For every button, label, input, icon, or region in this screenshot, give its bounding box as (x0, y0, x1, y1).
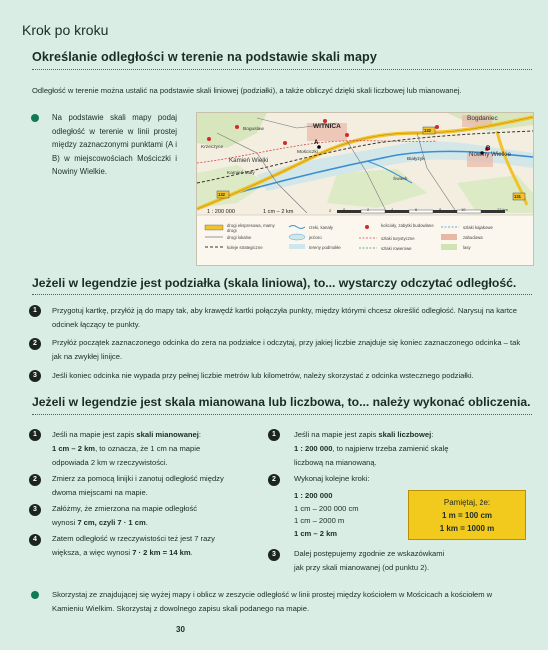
legend-label: koleje strategiczne (227, 245, 263, 250)
scale-numeric: 1 : 200 000 (207, 209, 235, 215)
step-text-part: odpowiada 2 km w rzeczywistości. (52, 458, 168, 467)
step-number: 2 (29, 474, 41, 486)
bullet-icon (31, 591, 39, 599)
scale-tick: 0 (343, 207, 346, 212)
step-number: 3 (29, 504, 41, 516)
step-text-bold: 1 cm – 2 km (52, 444, 96, 453)
step-number: 2 (268, 474, 280, 486)
legend-label: tereny podmokłe (309, 245, 341, 250)
step-text: Jeśli koniec odcinka nie wypada przy pełnej liczbie metrów lub kilometrów, należy skorzystać z odcinka wstecznego podziałki. (52, 371, 474, 380)
step-text-part: liczbową na mianowaną. (294, 458, 377, 467)
step-text-part: : (431, 430, 434, 439)
legend-label: drogi lokalne (227, 235, 252, 240)
legend-label: lasy (463, 245, 471, 250)
step-text-part: Zatem odległość w rzeczywistości też jest 7 razy (52, 534, 215, 543)
legend-label: szlaki turystyczne (381, 236, 415, 241)
step-text-part: Jeśli na mapie jest zapis (294, 430, 379, 439)
section-title-3: Jeżeli w legendzie jest skala mianowana lub liczbowa, to... należy wykonać obliczenia. (32, 395, 531, 409)
map-label-place: Świerk (393, 177, 408, 182)
map-label-place: Boguslaw (243, 127, 264, 132)
map-point-a: A (314, 140, 319, 146)
road-number: 131 (514, 193, 521, 199)
map-label-place: Nowiny Wielkie (469, 151, 511, 158)
scale-tick: 12 km (497, 207, 508, 212)
step-text-part: , to oznacza, że 1 cm na mapie (95, 444, 201, 453)
reminder-note (408, 490, 526, 540)
step-text-right-2 (294, 472, 404, 486)
legend-label: zabudowa (463, 235, 483, 240)
section-title-2: Jeżeli w legendzie jest podziałka (skala liniowa), to... wystarczy odczytać odległość. (32, 276, 517, 290)
step-text: Przyłóż początek zaznaczonego odcinka do zera na podziałce i odczytaj, przy jakiej liczbie znajduje się koniec zaznaczonego odcinka – tak jak na zwykłej linijce. (52, 338, 521, 361)
step-text-part: Wykonaj kolejne kroki: (294, 474, 370, 483)
step-number: 4 (29, 534, 41, 546)
step-text-bold: skali mianowanej (136, 430, 199, 439)
task-text: Na podstawie skali mapy podaj odległość w terenie w linii prostej między zaznaczonymi punktami (A i B) w miejscowościach Mościczki i Nowiny Wielkie. (52, 113, 177, 176)
map-label-place: Białyzyk (407, 157, 425, 162)
page-number: 30 (176, 625, 185, 634)
bullet-icon (31, 114, 39, 122)
scale-named: 1 cm – 2 km (263, 209, 294, 215)
legend-label: szlaki rowerowe (381, 246, 412, 251)
step-text-left-2 (52, 472, 262, 500)
step-text-bold: skali liczbowej (378, 430, 432, 439)
step-number: 2 (29, 338, 41, 350)
step-text-part: dwoma miejscami na mapie. (52, 488, 148, 497)
step-number: 1 (29, 305, 41, 317)
step-number: 3 (29, 370, 41, 382)
map-label-place: Bogdaniec (467, 115, 498, 122)
step-text-part: większa, a więc wynosi (52, 548, 133, 557)
scale-tick: 2 (367, 207, 370, 212)
step-text-right-1 (294, 428, 514, 470)
dotted-divider (32, 69, 532, 70)
step-text-part: . (190, 548, 193, 557)
road-number: 132 (218, 191, 225, 197)
road-number: 132 (424, 127, 431, 133)
calc-line: 1 : 200 000 (294, 491, 333, 500)
step-text-part: jak przy skali mianowanej (od punktu 2). (294, 563, 430, 572)
scale-tick: 4 (391, 207, 394, 212)
calc-line: 1 cm – 200 000 cm (294, 503, 359, 513)
step-text-bold: 1 : 200 000 (294, 444, 333, 453)
step-text-part: Jeśli na mapie jest zapis (52, 430, 137, 439)
dotted-divider (32, 414, 532, 415)
step-text: Przygotuj kartkę, przyłóż ją do mapy tak, aby krawędź kartki połączyła punkty, między którymi chcesz określić odległość. Narysuj na kartce odcinek łączący te punkty. (52, 306, 517, 329)
step-text-part: . (145, 518, 148, 527)
step-number: 1 (268, 429, 280, 441)
step-number: 1 (29, 429, 41, 441)
note-line: 1 m = 100 cm (441, 511, 493, 520)
calc-lines (294, 490, 404, 540)
note-line: 1 km = 1000 m (439, 524, 495, 533)
scale-tick: 2 (329, 208, 332, 213)
final-task-text: Skorzystaj ze znajdującej się wyżej mapy i oblicz w zeszycie odległość w linii prostej między kościołem w Mościcach a kościołem w Kamieniu Wielkim. Skorzystaj z dowolnego zapisu skali podanego na mapie. (52, 590, 493, 613)
map-point-b: B (486, 146, 491, 152)
legend-label: rzeki, kanały (309, 225, 333, 230)
section-title-1: Określanie odległości w terenie na podstawie skali mapy (32, 50, 377, 64)
step-text-left-3 (52, 502, 262, 530)
scale-tick: 10 (461, 207, 466, 212)
intro-text: Odległość w terenie można ustalić na podstawie skali liniowej (podziałki), a także obliczyć dzięki skali liczbowej lub mianowanej. (32, 86, 462, 95)
step-text-part: : (198, 430, 202, 439)
calc-line: 1 cm – 2 km (294, 528, 338, 538)
dotted-divider (32, 294, 532, 295)
step-text-part: wynosi (52, 518, 78, 527)
map-label-city: WITNICA (313, 123, 341, 130)
page-header: Krok po kroku (22, 22, 109, 38)
map-label-place: Krzeczyce (201, 145, 224, 150)
scale-tick: 6 (415, 207, 418, 212)
step-text-part: Zmierz za pomocą linijki i zanotuj odległość między (52, 474, 224, 483)
calc-line: 1 cm – 2000 m (294, 516, 345, 525)
legend-label: jezioro (309, 235, 322, 240)
topographic-map (196, 112, 534, 266)
scale-tick: 8 (439, 207, 442, 212)
step-number: 3 (268, 549, 280, 561)
legend-label: szlaki kajakowe (463, 225, 493, 230)
step-text-bold: 7 · 2 km = 14 km (132, 548, 191, 557)
legend-label: drogi ekspresowa, mamy drogi (227, 223, 275, 233)
map-label-place: Kamień Mały (227, 171, 255, 176)
step-text-bold: 7 cm, czyli 7 · 1 cm (77, 518, 146, 527)
step-text-left-4 (52, 532, 262, 560)
note-title: Pamiętaj, że: (443, 498, 491, 507)
step-text-left-1 (52, 428, 252, 470)
step-text-part: Załóżmy, że zmierzona na mapie odległość (52, 504, 198, 513)
map-label-place: Mościczki (297, 150, 318, 155)
step-text-part: Dalej postępujemy zgodnie ze wskazówkami (294, 549, 445, 558)
step-text-right-3 (294, 547, 514, 575)
step-text-part: , to najpierw trzeba zamienić skalę (332, 444, 449, 453)
legend-label: kościoły, zabytki budowlane (381, 223, 434, 228)
map-label-place: Kamień Wielki (229, 157, 269, 164)
